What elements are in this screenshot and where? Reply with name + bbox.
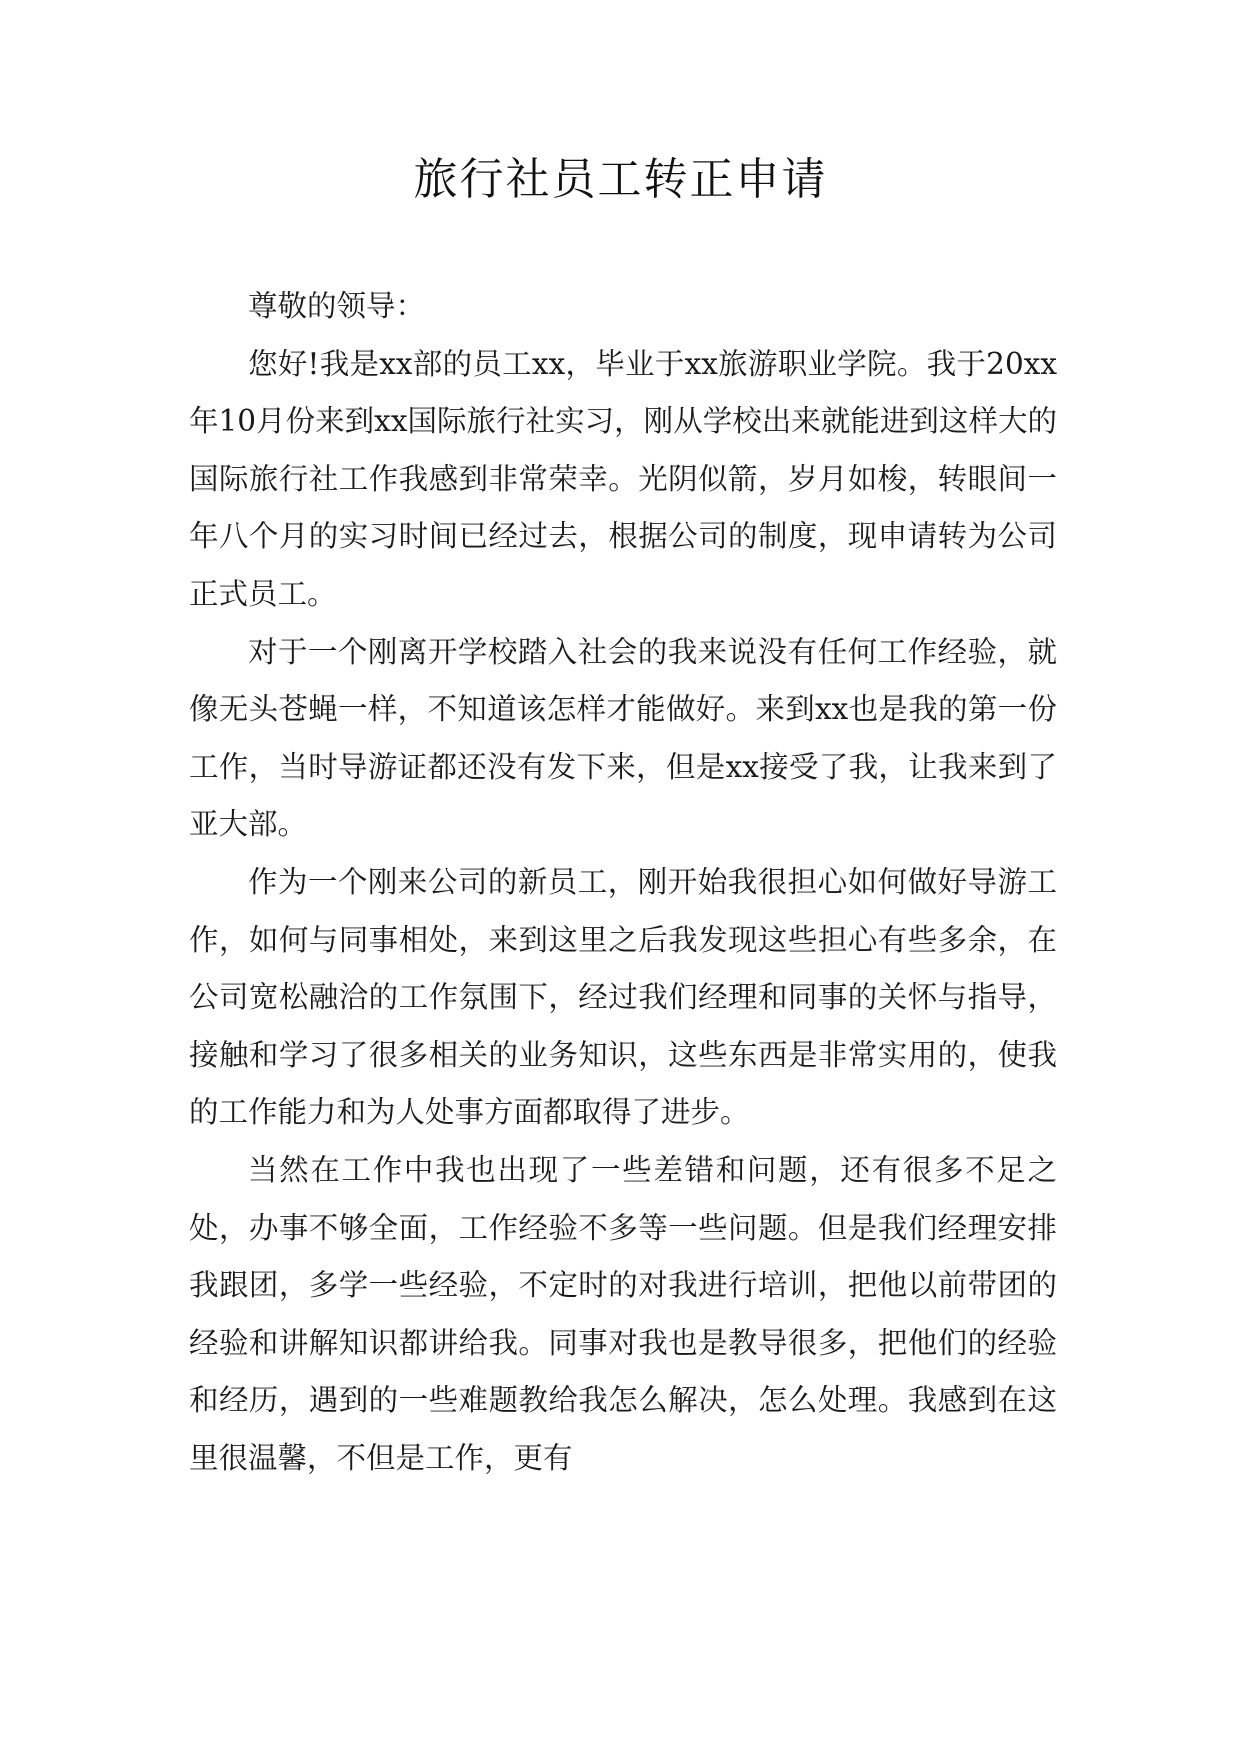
paragraph-2: 对于一个刚离开学校踏入社会的我来说没有任何工作经验，就像无头苍蝇一样，不知道该怎样才能做好。来到xx也是我的第一份工作，当时导游证都还没有发下来，但是xx接受了我，让我来到了亚大部。: [189, 634, 1057, 842]
paragraph-1: 您好!我是xx部的员工xx，毕业于xx旅游职业学院。我于20xx年10月份来到xx国际旅行社实习，刚从学校出来就能进到这样大的国际旅行社工作我感到非常荣幸。光阴似箭，岁月如梭，转眼间一年八个月的实习时间已经过去，根据公司的制度，现申请转为公司正式员工。: [189, 346, 1057, 611]
salutation: 尊敬的领导：: [248, 289, 426, 323]
paragraph-3: 作为一个刚来公司的新员工，刚开始我很担心如何做好导游工作，如何与同事相处，来到这里之后我发现这些担心有些多余，在公司宽松融洽的工作氛围下，经过我们经理和同事的关怀与指导，接触和学习了很多相关的业务知识，这些东西是非常实用的，使我的工作能力和为人处事方面都取得了进步。: [189, 864, 1057, 1130]
document-title: 旅行社员工转正申请: [413, 154, 828, 205]
paragraph-4: 当然在工作中我也出现了一些差错和问题，还有很多不足之处，办事不够全面，工作经验不多等一些问题。但是我们经理安排我跟团，多学一些经验，不定时的对我进行培训，把他以前带团的经验和讲解知识都讲给我。同事对我也是教导很多，把他们的经验和经历，遇到的一些难题教给我怎么解决，怎么处理。我感到在这里很温馨，不但是工作，更有: [189, 1152, 1057, 1475]
document-body: [189, 278, 1057, 1487]
